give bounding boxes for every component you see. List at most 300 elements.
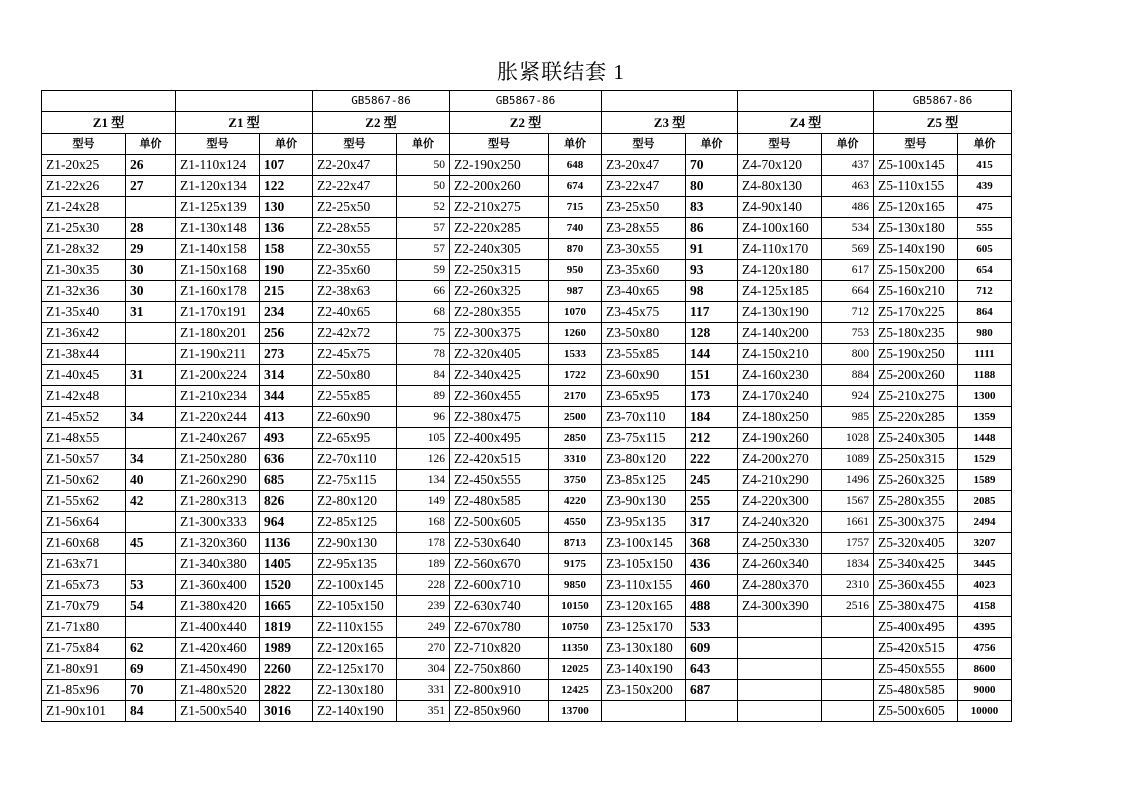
price-header: 单价 [686,134,738,155]
price-cell: 4550 [549,512,602,533]
table-row [42,323,1012,344]
model-cell: Z2-40x65 [313,302,397,323]
model-cell: Z5-340x425 [874,554,958,575]
price-cell: 2822 [260,680,313,701]
table-row [42,470,1012,491]
price-cell: 31 [126,302,176,323]
price-cell: 68 [397,302,450,323]
model-cell: Z2-250x315 [450,260,549,281]
price-cell: 4395 [958,617,1012,638]
model-cell: Z1-400x440 [176,617,260,638]
model-header: 型号 [602,134,686,155]
price-cell: 314 [260,365,313,386]
model-cell: Z3-25x50 [602,197,686,218]
price-cell: 1665 [260,596,313,617]
price-cell: 53 [126,575,176,596]
price-cell: 158 [260,239,313,260]
model-cell: Z3-100x145 [602,533,686,554]
model-cell: Z2-320x405 [450,344,549,365]
model-cell: Z1-85x96 [42,680,126,701]
model-header: 型号 [176,134,260,155]
price-cell: 1520 [260,575,313,596]
model-cell: Z4-180x250 [738,407,822,428]
price-cell: 2850 [549,428,602,449]
model-cell: Z2-125x170 [313,659,397,680]
model-cell [738,617,822,638]
price-cell: 151 [686,365,738,386]
model-cell: Z1-130x148 [176,218,260,239]
price-cell: 486 [822,197,874,218]
model-cell: Z3-55x85 [602,344,686,365]
model-header: 型号 [42,134,126,155]
price-cell [822,638,874,659]
model-cell: Z2-400x495 [450,428,549,449]
price-cell: 8600 [958,659,1012,680]
model-cell: Z4-130x190 [738,302,822,323]
price-cell: 78 [397,344,450,365]
price-cell: 2085 [958,491,1012,512]
model-cell: Z2-480x585 [450,491,549,512]
model-cell: Z4-260x340 [738,554,822,575]
price-cell: 1533 [549,344,602,365]
price-cell: 189 [397,554,450,575]
table-row [42,176,1012,197]
model-cell: Z1-42x48 [42,386,126,407]
price-cell: 134 [397,470,450,491]
price-cell: 617 [822,260,874,281]
model-cell [602,701,686,722]
model-cell: Z3-20x47 [602,155,686,176]
standard-row [42,91,1012,112]
price-cell: 256 [260,323,313,344]
type-header: Z1 型 [42,112,176,134]
model-cell: Z5-210x275 [874,386,958,407]
model-cell: Z1-210x234 [176,386,260,407]
price-cell: 1496 [822,470,874,491]
model-cell: Z1-110x124 [176,155,260,176]
model-cell: Z2-105x150 [313,596,397,617]
model-cell: Z5-170x225 [874,302,958,323]
price-cell: 609 [686,638,738,659]
model-cell: Z1-80x91 [42,659,126,680]
model-cell: Z2-75x115 [313,470,397,491]
model-cell: Z4-140x200 [738,323,822,344]
price-cell: 664 [822,281,874,302]
price-cell: 712 [822,302,874,323]
price-cell: 569 [822,239,874,260]
price-cell: 436 [686,554,738,575]
price-cell: 184 [686,407,738,428]
model-cell: Z2-340x425 [450,365,549,386]
model-cell: Z1-480x520 [176,680,260,701]
price-cell: 368 [686,533,738,554]
price-cell: 105 [397,428,450,449]
price-cell: 1661 [822,512,874,533]
price-cell: 1405 [260,554,313,575]
price-cell: 1819 [260,617,313,638]
price-cell: 636 [260,449,313,470]
model-cell: Z1-180x201 [176,323,260,344]
price-cell: 439 [958,176,1012,197]
table-row [42,260,1012,281]
price-cell [686,701,738,722]
price-cell: 91 [686,239,738,260]
price-cell: 10000 [958,701,1012,722]
price-cell: 1070 [549,302,602,323]
price-cell: 534 [822,218,874,239]
model-cell [738,638,822,659]
model-cell: Z1-220x244 [176,407,260,428]
price-header: 单价 [126,134,176,155]
price-cell: 654 [958,260,1012,281]
model-cell: Z4-110x170 [738,239,822,260]
model-cell: Z1-25x30 [42,218,126,239]
price-cell: 136 [260,218,313,239]
model-cell: Z1-60x68 [42,533,126,554]
model-cell: Z2-70x110 [313,449,397,470]
model-cell: Z3-30x55 [602,239,686,260]
model-cell: Z3-120x165 [602,596,686,617]
price-cell [822,680,874,701]
price-cell: 26 [126,155,176,176]
price-cell: 884 [822,365,874,386]
price-cell: 740 [549,218,602,239]
price-cell: 4220 [549,491,602,512]
model-cell: Z4-70x120 [738,155,822,176]
model-cell: Z2-560x670 [450,554,549,575]
model-cell: Z1-70x79 [42,596,126,617]
model-cell: Z5-220x285 [874,407,958,428]
price-cell: 107 [260,155,313,176]
price-cell: 493 [260,428,313,449]
model-cell: Z5-130x180 [874,218,958,239]
price-cell: 317 [686,512,738,533]
price-cell: 34 [126,407,176,428]
model-cell: Z1-28x32 [42,239,126,260]
model-cell: Z5-380x475 [874,596,958,617]
price-cell: 8713 [549,533,602,554]
price-cell: 168 [397,512,450,533]
table-row [42,386,1012,407]
price-cell: 475 [958,197,1012,218]
model-cell: Z4-125x185 [738,281,822,302]
price-cell: 11350 [549,638,602,659]
price-cell: 34 [126,449,176,470]
price-cell [126,512,176,533]
price-cell: 122 [260,176,313,197]
column-header-row [42,134,1012,155]
price-cell [126,323,176,344]
table-row [42,575,1012,596]
price-cell: 2494 [958,512,1012,533]
price-cell: 1188 [958,365,1012,386]
model-cell: Z2-42x72 [313,323,397,344]
model-cell: Z3-140x190 [602,659,686,680]
model-cell: Z1-140x158 [176,239,260,260]
price-cell: 3016 [260,701,313,722]
price-cell: 84 [126,701,176,722]
price-cell: 415 [958,155,1012,176]
model-cell: Z5-480x585 [874,680,958,701]
price-cell: 648 [549,155,602,176]
price-cell [822,659,874,680]
table-row [42,449,1012,470]
price-cell: 270 [397,638,450,659]
price-cell: 9000 [958,680,1012,701]
model-cell: Z2-220x285 [450,218,549,239]
model-cell: Z2-80x120 [313,491,397,512]
table-row [42,281,1012,302]
model-cell: Z3-40x65 [602,281,686,302]
price-cell: 1136 [260,533,313,554]
price-cell: 715 [549,197,602,218]
model-cell: Z3-80x120 [602,449,686,470]
price-cell: 351 [397,701,450,722]
model-cell: Z2-25x50 [313,197,397,218]
model-cell: Z2-55x85 [313,386,397,407]
model-cell: Z3-105x150 [602,554,686,575]
table-row [42,218,1012,239]
price-cell: 130 [260,197,313,218]
table-row [42,491,1012,512]
model-cell: Z2-530x640 [450,533,549,554]
model-cell: Z2-210x275 [450,197,549,218]
model-cell: Z2-300x375 [450,323,549,344]
price-header: 单价 [822,134,874,155]
model-cell: Z1-450x490 [176,659,260,680]
model-cell: Z5-450x555 [874,659,958,680]
price-cell [126,197,176,218]
model-cell: Z2-130x180 [313,680,397,701]
price-cell: 826 [260,491,313,512]
price-cell: 3750 [549,470,602,491]
model-cell: Z3-45x75 [602,302,686,323]
price-cell: 1567 [822,491,874,512]
model-cell: Z4-300x390 [738,596,822,617]
price-cell: 228 [397,575,450,596]
price-cell: 86 [686,218,738,239]
price-cell: 964 [260,512,313,533]
model-cell: Z1-150x168 [176,260,260,281]
table-row [42,344,1012,365]
price-cell: 1989 [260,638,313,659]
price-cell: 57 [397,218,450,239]
model-cell: Z5-200x260 [874,365,958,386]
price-cell: 190 [260,260,313,281]
model-cell: Z3-130x180 [602,638,686,659]
model-cell: Z1-24x28 [42,197,126,218]
model-cell: Z3-65x95 [602,386,686,407]
model-cell: Z1-40x45 [42,365,126,386]
model-cell: Z1-56x64 [42,512,126,533]
price-cell: 870 [549,239,602,260]
price-cell: 2260 [260,659,313,680]
price-cell: 50 [397,155,450,176]
price-cell: 463 [822,176,874,197]
model-cell: Z4-280x370 [738,575,822,596]
price-header: 单价 [397,134,450,155]
price-cell: 144 [686,344,738,365]
model-cell: Z1-22x26 [42,176,126,197]
model-cell: Z1-50x57 [42,449,126,470]
model-cell: Z2-45x75 [313,344,397,365]
model-cell: Z5-260x325 [874,470,958,491]
price-cell: 30 [126,260,176,281]
model-cell: Z2-200x260 [450,176,549,197]
model-cell [738,701,822,722]
model-cell: Z1-90x101 [42,701,126,722]
table-row [42,701,1012,722]
model-cell: Z3-60x90 [602,365,686,386]
model-cell: Z1-35x40 [42,302,126,323]
model-cell: Z1-420x460 [176,638,260,659]
price-cell: 59 [397,260,450,281]
price-cell: 70 [686,155,738,176]
model-cell: Z3-35x60 [602,260,686,281]
standard-cell: GB5867-86 [313,91,450,112]
price-cell: 9175 [549,554,602,575]
price-cell: 57 [397,239,450,260]
model-cell: Z2-500x605 [450,512,549,533]
standard-cell [602,91,738,112]
price-cell: 173 [686,386,738,407]
price-cell: 674 [549,176,602,197]
model-cell: Z3-110x155 [602,575,686,596]
price-cell: 80 [686,176,738,197]
price-cell: 212 [686,428,738,449]
model-cell: Z4-250x330 [738,533,822,554]
type-header: Z3 型 [602,112,738,134]
price-header: 单价 [958,134,1012,155]
price-cell: 344 [260,386,313,407]
model-cell: Z2-50x80 [313,365,397,386]
model-cell: Z1-340x380 [176,554,260,575]
price-cell [822,701,874,722]
type-header: Z5 型 [874,112,1012,134]
model-cell: Z1-38x44 [42,344,126,365]
price-cell: 987 [549,281,602,302]
model-cell: Z1-120x134 [176,176,260,197]
model-cell: Z5-140x190 [874,239,958,260]
model-header: 型号 [450,134,549,155]
model-cell: Z3-50x80 [602,323,686,344]
model-cell: Z2-240x305 [450,239,549,260]
price-cell: 10150 [549,596,602,617]
price-cell: 10750 [549,617,602,638]
model-cell: Z5-110x155 [874,176,958,197]
model-cell: Z3-28x55 [602,218,686,239]
standard-cell: GB5867-86 [450,91,602,112]
price-cell: 2516 [822,596,874,617]
model-cell: Z1-48x55 [42,428,126,449]
price-cell: 89 [397,386,450,407]
price-cell: 54 [126,596,176,617]
model-cell: Z4-160x230 [738,365,822,386]
model-cell: Z1-20x25 [42,155,126,176]
price-cell: 245 [686,470,738,491]
model-cell: Z2-380x475 [450,407,549,428]
price-cell: 50 [397,176,450,197]
standard-cell [176,91,313,112]
model-cell: Z5-120x165 [874,197,958,218]
model-header: 型号 [738,134,822,155]
price-cell: 980 [958,323,1012,344]
price-cell [126,428,176,449]
price-cell: 985 [822,407,874,428]
model-cell: Z2-190x250 [450,155,549,176]
table-row [42,428,1012,449]
price-cell: 1300 [958,386,1012,407]
model-cell: Z1-500x540 [176,701,260,722]
model-cell: Z5-240x305 [874,428,958,449]
price-cell: 1260 [549,323,602,344]
model-cell: Z5-100x145 [874,155,958,176]
price-cell: 1028 [822,428,874,449]
standard-cell [738,91,874,112]
model-cell: Z1-32x36 [42,281,126,302]
model-cell [738,659,822,680]
model-cell: Z1-125x139 [176,197,260,218]
model-cell: Z2-35x60 [313,260,397,281]
price-cell: 69 [126,659,176,680]
model-cell: Z5-300x375 [874,512,958,533]
model-header: 型号 [874,134,958,155]
model-cell: Z1-170x191 [176,302,260,323]
model-cell: Z1-50x62 [42,470,126,491]
price-cell: 950 [549,260,602,281]
price-cell: 27 [126,176,176,197]
model-cell [738,680,822,701]
model-cell: Z1-300x333 [176,512,260,533]
price-cell: 9850 [549,575,602,596]
price-cell: 70 [126,680,176,701]
model-cell: Z3-22x47 [602,176,686,197]
price-cell: 234 [260,302,313,323]
model-cell: Z2-22x47 [313,176,397,197]
price-cell: 45 [126,533,176,554]
price-cell: 687 [686,680,738,701]
model-cell: Z2-38x63 [313,281,397,302]
price-header: 单价 [549,134,602,155]
type-header: Z2 型 [313,112,450,134]
type-header: Z4 型 [738,112,874,134]
price-cell: 2500 [549,407,602,428]
price-cell: 331 [397,680,450,701]
model-cell: Z2-95x135 [313,554,397,575]
model-cell: Z5-190x250 [874,344,958,365]
model-cell: Z2-260x325 [450,281,549,302]
price-cell: 3207 [958,533,1012,554]
price-cell: 924 [822,386,874,407]
model-cell: Z5-180x235 [874,323,958,344]
price-cell: 643 [686,659,738,680]
model-cell: Z5-420x515 [874,638,958,659]
model-cell: Z2-630x740 [450,596,549,617]
model-cell: Z2-100x145 [313,575,397,596]
price-cell: 4023 [958,575,1012,596]
price-cell: 12025 [549,659,602,680]
model-cell: Z5-360x455 [874,575,958,596]
table-row [42,659,1012,680]
table-row [42,617,1012,638]
table-row [42,365,1012,386]
model-cell: Z2-110x155 [313,617,397,638]
model-cell: Z2-60x90 [313,407,397,428]
price-cell: 1359 [958,407,1012,428]
model-cell: Z4-200x270 [738,449,822,470]
model-cell: Z2-670x780 [450,617,549,638]
price-cell: 4756 [958,638,1012,659]
